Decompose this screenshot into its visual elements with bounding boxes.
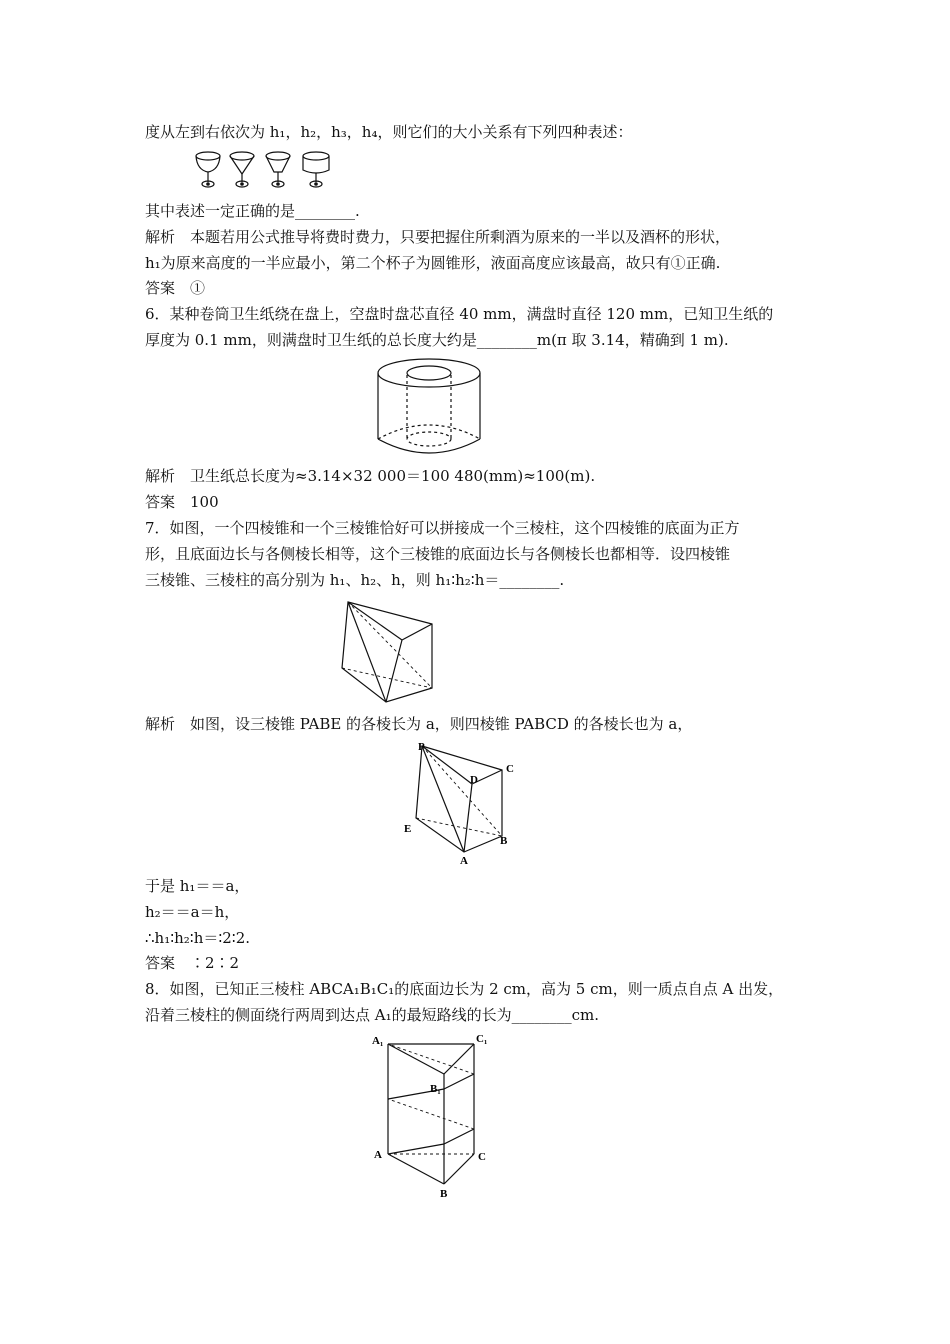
text-line: 其中表述一定正确的是________.	[145, 202, 360, 220]
text-line: ∴h₁∶h₂∶h＝∶2∶2.	[145, 929, 251, 947]
label-p: P	[418, 741, 425, 753]
label-a: A	[460, 855, 468, 867]
text-line: 度从左到右依次为 h₁，h₂，h₃，h₄，则它们的大小关系有下列四种表述：	[145, 123, 633, 141]
text-line: h₂＝＝a＝h，	[145, 903, 240, 921]
label-b: B	[500, 835, 508, 847]
text-line: 三棱锥、三棱柱的高分别为 h₁、h₂、h，则 h₁∶h₂∶h＝________.	[145, 571, 565, 589]
text-line: h₁为原来高度的一半应最小，第二个杯子为圆锥形，液面高度应该最高，故只有①正确.	[145, 254, 721, 272]
text-line: 厚度为 0.1 mm，则满盘时卫生纸的总长度大约是________m(π 取 3.14，精确到 1 m).	[145, 331, 729, 349]
text-line: 8．如图，已知正三棱柱 ABCA₁B₁C₁的底面边长为 2 cm，高为 5 cm，则一质点自点 A 出发，	[145, 980, 784, 998]
label-a1: A₁	[372, 1035, 384, 1047]
label-d: D	[470, 774, 478, 786]
text-line: 答案 ①	[145, 279, 206, 297]
text-line: 沿着三棱柱的侧面绕行两周到达点 A₁的最短路线的长为________cm.	[145, 1006, 600, 1024]
text-line: 答案 ∶2∶2	[145, 954, 240, 972]
label-b: B	[440, 1188, 448, 1200]
label-b1: B₁	[430, 1083, 441, 1095]
text-line: 答案 100	[145, 493, 219, 511]
triangular-prism-figure	[368, 1034, 498, 1200]
label-a: A	[374, 1149, 382, 1161]
text-line: 解析 如图，设三棱锥 PABE 的各棱长为 a，则四棱锥 PABCD 的各棱长也为 a，	[145, 715, 693, 733]
prism-split-figure	[340, 598, 435, 706]
label-c1: C₁	[476, 1034, 488, 1045]
text-line: 6．某种卷筒卫生纸绕在盘上，空盘时盘芯直径 40 mm，满盘时直径 120 mm，已知卫生纸的	[145, 305, 774, 323]
text-line: 于是 h₁＝＝a，	[145, 877, 250, 895]
paper-roll-figure	[373, 355, 485, 460]
text-line: 7．如图，一个四棱锥和一个三棱锥恰好可以拼接成一个三棱柱，这个四棱锥的底面为正方	[145, 519, 740, 537]
label-e: E	[404, 823, 412, 835]
text-line: 解析 本题若用公式推导将费时费力，只要把握住所剩酒为原来的一半以及酒杯的形状，	[145, 228, 731, 246]
text-line: 形，且底面边长与各侧棱长相等，这个三棱锥的底面边长与各侧棱长也都相等．设四棱锥	[145, 545, 731, 563]
label-c: C	[478, 1151, 486, 1163]
pyramid-labeled-figure	[400, 740, 525, 868]
wine-glasses-figure	[188, 148, 338, 193]
text-line: 解析 卫生纸总长度为≈3.14×32 000＝100 480(mm)≈100(m).	[145, 467, 596, 485]
label-c: C	[506, 763, 514, 775]
